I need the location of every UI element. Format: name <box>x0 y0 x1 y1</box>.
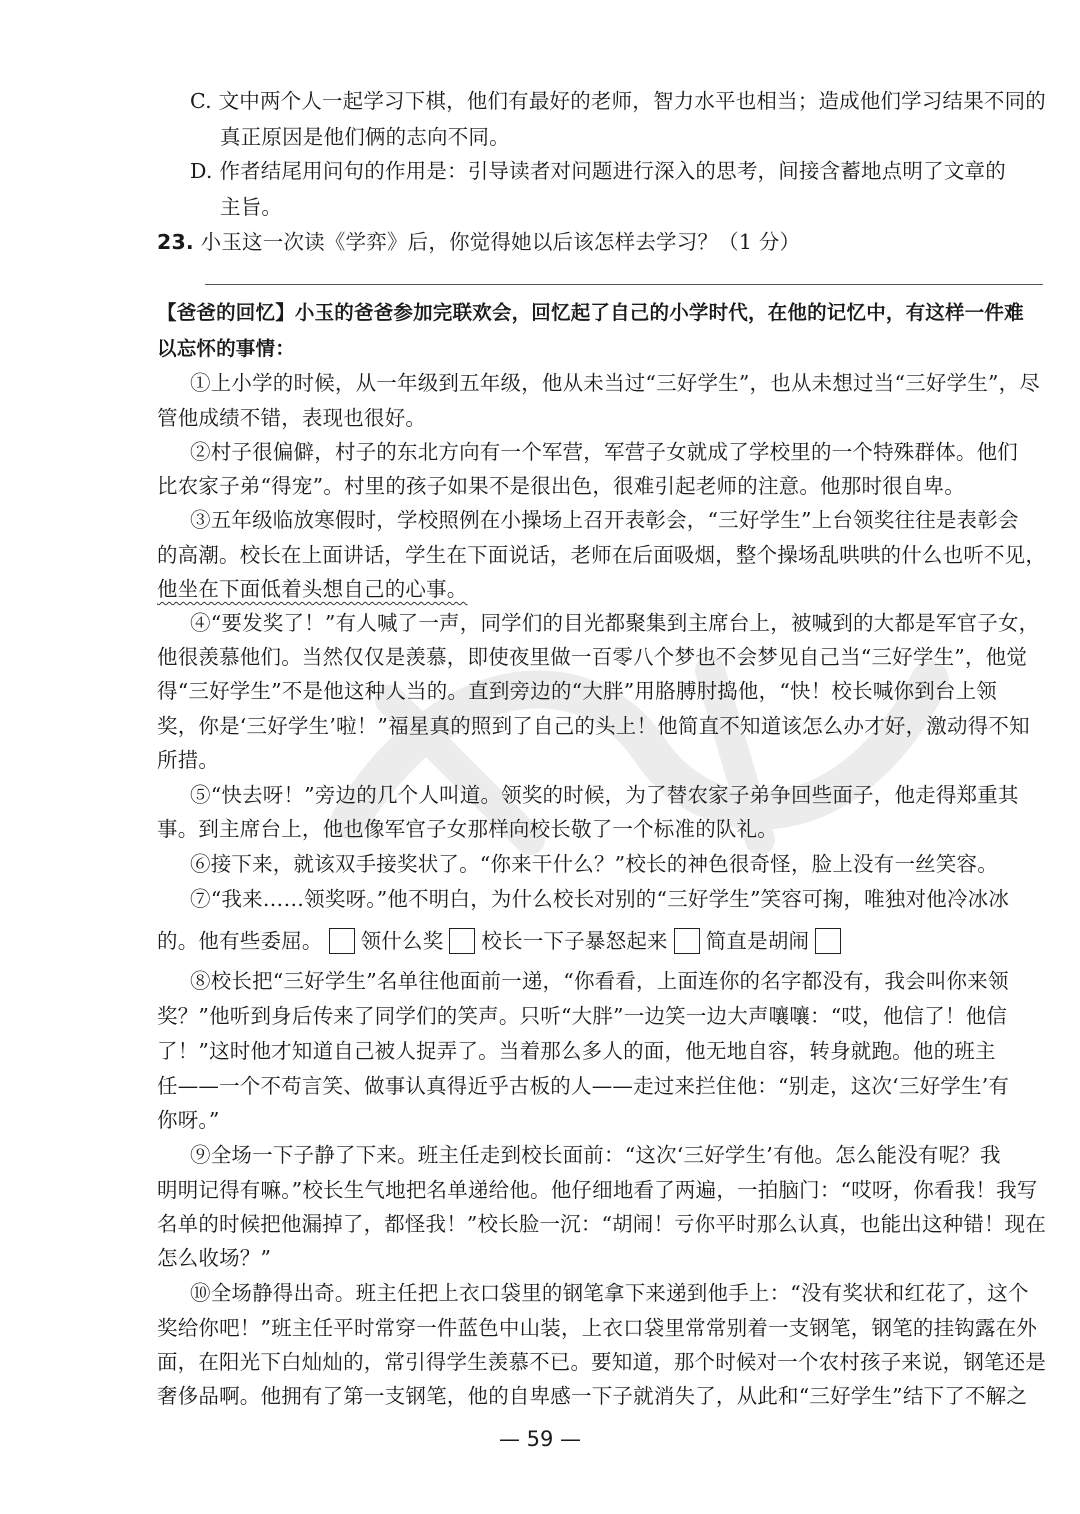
story-paragraph-9-line-2: 明明记得有嘛。”校长生气地把名单递给他。他仔细地看了两遍，一拍脑门：“哎呀，你看我！我写 <box>157 1178 1038 1202</box>
story-paragraph-4-line-2: 他很羡慕他们。当然仅仅是羡慕，即使夜里做一百零八个梦也不会梦见自己当“三好学生”，他觉 <box>157 645 1028 669</box>
story-paragraph-10-line-1: ⑩全场静得出奇。班主任把上衣口袋里的钢笔拿下来递到他手上：“没有奖状和红花了，这个 <box>190 1281 1029 1305</box>
option-d-line-1: D. 作者结尾用问句的作用是：引导读者对问题进行深入的思考，间接含蓄地点明了文章的 <box>190 159 1006 183</box>
story-paragraph-3-line-2: 的高潮。校长在上面讲话，学生在下面说话，老师在后面吸烟，整个操场乱哄哄的什么也听不见， <box>157 543 1047 567</box>
story-paragraph-7-line-1: ⑦“我来……领奖呀。”他不明白，为什么校长对别的“三好学生”笑容可掬，唯独对他冷冰冰 <box>190 887 1010 911</box>
story-paragraph-4-line-1: ④“要发奖了！”有人喊了一声，同学们的目光都聚集到主席台上，被喊到的大都是军官子女， <box>190 611 1040 635</box>
paragraph-7-text-a: 的。他有些委屈。 <box>157 929 323 953</box>
paragraph-7-text-b: 领什么奖 <box>360 929 444 953</box>
story-paragraph-2-line-2: 比农家子弟“得宠”。村里的孩子如果不是很出色，很难引起老师的注意。他那时很自卑。 <box>157 474 965 498</box>
story-paragraph-1-line-1: ①上小学的时候，从一年级到五年级，他从未当过“三好学生”，也从未想过当“三好学生”，尽 <box>190 371 1041 395</box>
question-23-text: 小玉这一次读《学弈》后，你觉得她以后该怎样去学习？（1 分） <box>200 230 801 254</box>
story-paragraph-10-line-4: 奢侈品啊。他拥有了第一支钢笔，他的自卑感一下子就消失了，从此和“三好学生”结下了不解之 <box>157 1384 1028 1408</box>
story-paragraph-10-line-2: 奖给你吧！”班主任平时常穿一件蓝色中山装，上衣口袋里常常别着一支钢笔，钢笔的挂钩露在外 <box>157 1316 1038 1340</box>
story-paragraph-1-line-2: 管他成绩不错，表现也很好。 <box>157 406 427 430</box>
story-paragraph-9-line-4: 怎么收场？” <box>157 1246 272 1270</box>
punctuation-blank-box-1[interactable] <box>329 928 355 954</box>
paragraph-7-text-d: 简直是胡闹 <box>705 929 810 953</box>
story-paragraph-3-line-3 <box>157 574 468 604</box>
story-paragraph-4-line-5: 所措。 <box>157 748 220 772</box>
story-paragraph-5-line-2: 事。到主席台上，他也像军官子女那样向校长敬了一个标准的队礼。 <box>157 817 778 841</box>
story-paragraph-4-line-4: 奖，你是‘三好学生’啦！”福星真的照到了自己的头上！他简直不知道该怎么办才好，激动得不知 <box>157 714 1030 738</box>
story-paragraph-2-line-1: ②村子很偏僻，村子的东北方向有一个军营，军营子女就成了学校里的一个特殊群体。他们 <box>190 440 1018 464</box>
punctuation-blank-box-2[interactable] <box>449 928 475 954</box>
story-paragraph-8-line-1: ⑧校长把“三好学生”名单往他面前一递，“你看看，上面连你的名字都没有，我会叫你来领 <box>190 969 1009 993</box>
story-paragraph-8-line-2: 奖？”他听到身后传来了同学们的笑声。只听“大胖”一边笑一边大声嚷嚷：“哎，他信了！他信 <box>157 1004 1008 1028</box>
story-paragraph-8-line-4: 任——一个不苟言笑、做事认真得近乎古板的人——走过来拦住他：“别走，这次‘三好学生’有 <box>157 1074 1010 1098</box>
punctuation-blank-box-4[interactable] <box>815 928 841 954</box>
question-23 <box>157 227 800 257</box>
option-d-line-2: 主旨。 <box>220 195 283 219</box>
option-c-line-2: 真正原因是他们俩的志向不同。 <box>220 125 510 149</box>
answer-line <box>205 284 1043 285</box>
section-intro-line-2: 以忘怀的事情： <box>157 337 295 360</box>
story-paragraph-8-line-3: 了！”这时他才知道自己被人捉弄了。当着那么多人的面，他无地自容，转身就跑。他的班主 <box>157 1039 996 1063</box>
story-paragraph-9-line-3: 名单的时候把他漏掉了，都怪我！”校长脸一沉：“胡闹！亏你平时那么认真，也能出这种错！现在 <box>157 1212 1046 1236</box>
wavy-underlined-sentence: 他坐在下面低着头想自己的心事。 <box>157 577 468 601</box>
story-paragraph-5-line-1: ⑤“快去呀！”旁边的几个人叫道。领奖的时候，为了替农家子弟争回些面子，他走得郑重其 <box>190 783 1019 807</box>
story-paragraph-3-line-1: ③五年级临放寒假时，学校照例在小操场上召开表彰会，“三好学生”上台领奖往往是表彰会 <box>190 508 1019 532</box>
page-number: — 59 — <box>498 1427 582 1451</box>
paragraph-7-text-c: 校长一下子暴怒起来 <box>481 929 668 953</box>
option-c-line-1: C. 文中两个人一起学习下棋，他们有最好的老师，智力水平也相当；造成他们学习结果不同的 <box>190 89 1046 113</box>
question-23-number: 23. <box>157 230 194 254</box>
story-paragraph-10-line-3: 面，在阳光下白灿灿的，常引得学生羡慕不已。要知道，那个时候对一个农村孩子来说，钢笔还是 <box>157 1350 1047 1374</box>
story-paragraph-6-line-1: ⑥接下来，就该双手接奖状了。“你来干什么？”校长的神色很奇怪，脸上没有一丝笑容。 <box>190 852 998 876</box>
story-paragraph-4-line-3: 得“三好学生”不是他这种人当的。直到旁边的“大胖”用胳膊肘捣他，“快！校长喊你到台上领 <box>157 679 997 703</box>
punctuation-blank-box-3[interactable] <box>674 928 700 954</box>
story-paragraph-9-line-1: ⑨全场一下子静了下来。班主任走到校长面前：“这次‘三好学生’有他。怎么能没有呢？我 <box>190 1143 1001 1167</box>
story-paragraph-7-line-2 <box>157 926 847 956</box>
story-paragraph-8-line-5: 你呀。” <box>157 1108 220 1132</box>
section-intro-line-1: 【爸爸的回忆】小玉的爸爸参加完联欢会，回忆起了自己的小学时代，在他的记忆中，有这样一件难 <box>157 301 1024 324</box>
